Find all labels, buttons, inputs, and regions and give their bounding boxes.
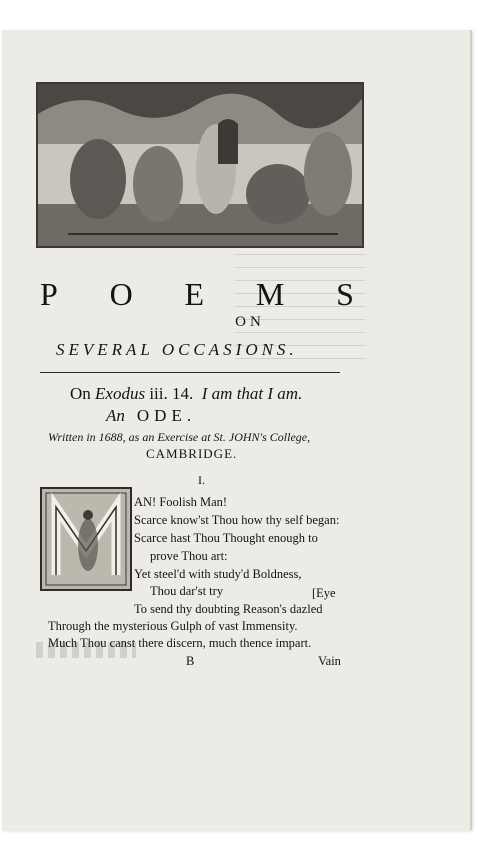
poem-line: Thou dar'st try: [150, 584, 224, 598]
heading-ref: iii. 14.: [149, 384, 194, 403]
ode-an: An: [106, 406, 125, 425]
heading-on: On: [70, 384, 91, 403]
title-letter: O: [109, 276, 135, 312]
heading-quote: I am that I am.: [201, 384, 303, 403]
page-title: [40, 276, 356, 313]
signature-mark: B: [186, 654, 195, 668]
cambridge-line: CAMBRIDGE.: [146, 446, 238, 461]
poem-line: Much Thou canst there discern, much thence impart.: [48, 636, 312, 650]
stanza-number: I.: [198, 473, 205, 487]
poem-line: To send thy doubting Reason's dazled: [134, 602, 323, 616]
divider-rule: [40, 372, 340, 373]
heading-book: Exodus: [95, 384, 146, 403]
poem-line: Scarce know'st Thou how thy self began:: [134, 513, 340, 527]
poem-line: Scarce hast Thou Thought enough to: [134, 531, 318, 545]
poem-line: Yet steel'd with study'd Boldness,: [134, 567, 302, 581]
title-letter: S: [336, 276, 356, 312]
catchword: Vain: [318, 654, 341, 668]
ode-word: ODE.: [136, 406, 197, 425]
decorated-initial-m: [40, 487, 132, 591]
engraved-headpiece-illustration: [36, 82, 364, 248]
title-letter: M: [255, 276, 287, 312]
poem-line-turnover: [Eye: [312, 586, 336, 600]
ode-heading: [106, 406, 196, 426]
subtitle-on: ON: [235, 314, 265, 330]
written-note: Written in 1688, as an Exercise at St. JOHN's College,: [48, 430, 311, 444]
poem-line: AN! Foolish Man!: [134, 495, 228, 509]
title-letter: E: [184, 276, 207, 312]
poem-line: prove Thou art:: [150, 549, 228, 563]
poem-line: Through the mysterious Gulph of vast Immensity.: [48, 619, 298, 633]
title-letter: P: [40, 276, 60, 312]
poem-heading: [70, 384, 302, 404]
subtitle-several-occasions: SEVERAL OCCASIONS.: [56, 340, 298, 359]
